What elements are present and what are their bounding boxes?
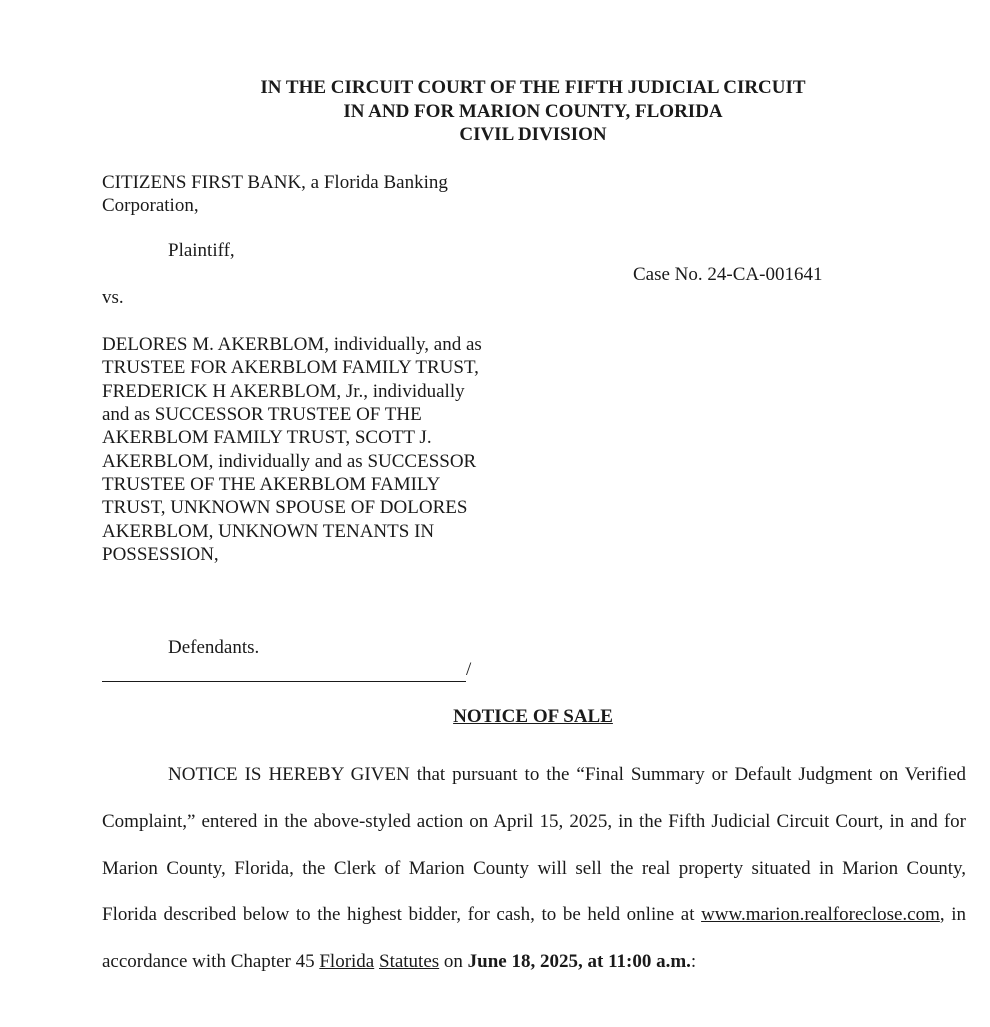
case-number: Case No. 24-CA-001641 (633, 264, 823, 285)
notice-title: NOTICE OF SALE (453, 706, 613, 727)
court-header-line-1: IN THE CIRCUIT COURT OF THE FIFTH JUDICIAL CIRCUIT (260, 77, 806, 98)
notice-body-part-1: NOTICE IS HEREBY GIVEN that pursuant to the “Final Summary or Default Judgment on Verified Complaint,” entered in the above-styled action on April 15, 2025, in the Fifth Judicial Circuit Court, in and for Marion County, Florida, the Clerk of Marion County will sell the real property situated in Marion County, Florida described below to the highest bidder, for cash, to be held online at (102, 764, 966, 926)
statute-word-statutes: Statutes (379, 951, 440, 973)
signature-line (102, 661, 466, 682)
notice-body (102, 752, 966, 986)
notice-body-part-3: on (443, 951, 463, 973)
plaintiff-name: CITIZENS FIRST BANK, a Florida Banking Corporation, (102, 172, 448, 217)
notice-trailing-colon: : (690, 951, 697, 973)
auction-website-link[interactable]: www.marion.realforeclose.com (701, 904, 940, 926)
court-header (0, 76, 990, 147)
notice-body-part-2: , in accordance with Chapter 45 (102, 904, 967, 973)
defendants-names: DELORES M. AKERBLOM, individually, and as TRUSTEE FOR AKERBLOM FAMILY TRUST, FREDERICK H AKERBLOM, Jr., individually and as SUCCESSOR TRUSTEE OF THE AKERBLOM FAMILY TRUST, SCOTT J. AKERBLOM, individually and as SUCCESSOR TRUSTEE OF THE AKERBLOM FAMILY TRUST, UNKNOWN SPOUSE OF DOLORES AKERBLOM, UNKNOWN TENANTS IN POSSESSION, (102, 334, 482, 566)
plaintiff-role: Plaintiff, (168, 240, 235, 261)
court-header-line-2: IN AND FOR MARION COUNTY, FLORIDA (343, 100, 723, 122)
versus-label: vs. (102, 287, 124, 308)
sale-datetime: June 18, 2025, at 11:00 a.m. (467, 951, 691, 973)
defendants-role: Defendants. (168, 637, 260, 658)
statute-word-florida: Florida (319, 951, 375, 973)
signature-slash: / (466, 659, 472, 680)
court-header-line-3: CIVIL DIVISION (459, 124, 607, 145)
plaintiff-role-block (102, 240, 235, 262)
